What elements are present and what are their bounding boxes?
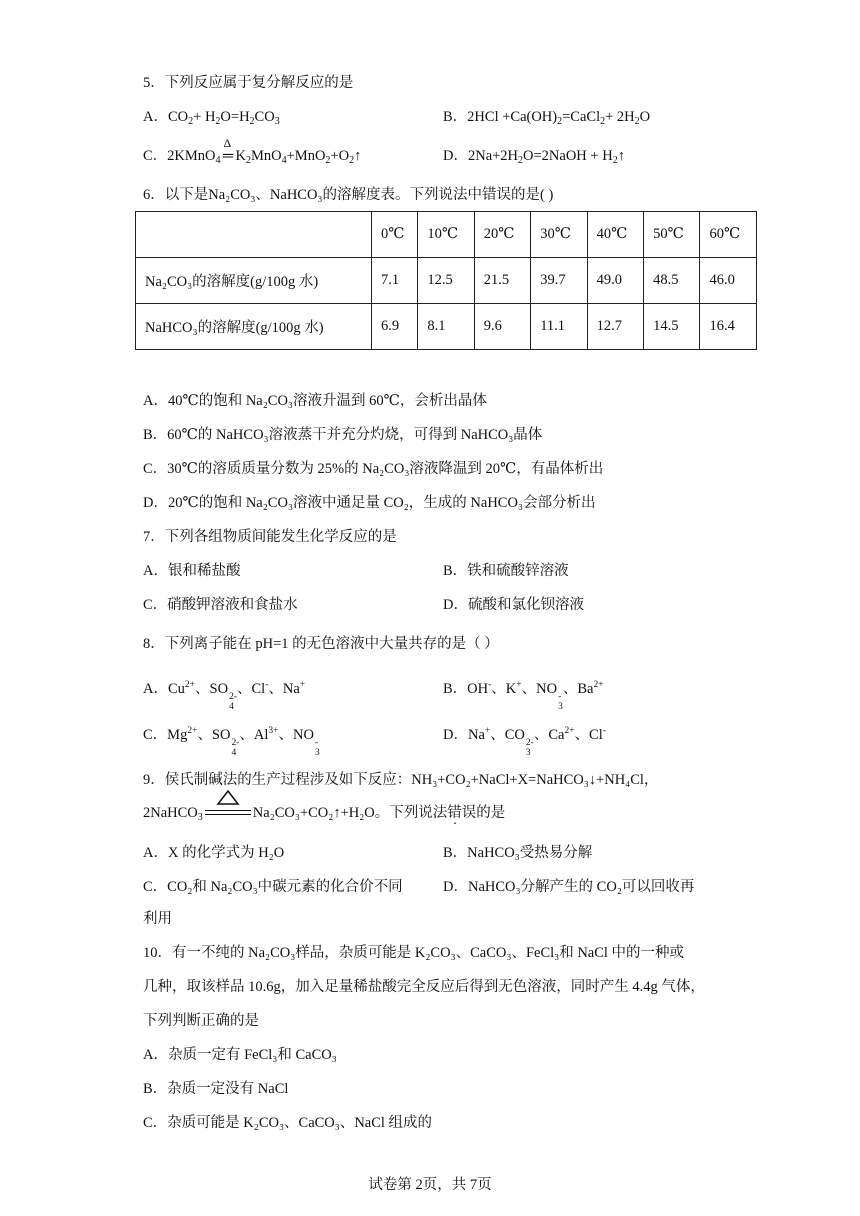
q9-option-d: D．NaHCO₃分解产生的 CO₂可以回收再: [443, 879, 695, 895]
q6-stem: 6．以下是Na₂CO₃、NaHCO₃的溶解度表。下列说法中错误的是( ): [143, 187, 554, 203]
table-header-cell: 50℃: [644, 212, 700, 258]
emphasis-text: 错误: [447, 805, 477, 821]
q5-option-a: A．$CO_2+ H_2O=H_2CO_3$: [143, 109, 280, 127]
table-cell: 7.1: [372, 258, 418, 304]
table-cell: 46.0: [700, 258, 757, 304]
q5-option-b: B．$2HCl +Ca(OH)_2=CaCl_2+ 2H_2O$: [443, 109, 651, 127]
table-cell: 12.7: [587, 304, 643, 350]
q8-option-a: A．$Cu^{2+}$、SO 2- 4 、Cl-、Na+: [143, 680, 306, 712]
q7-option-c: C．硝酸钾溶液和食盐水: [143, 597, 298, 613]
table-cell: 6.9: [372, 304, 418, 350]
q7-stem: 7．下列各组物质间能发生化学反应的是: [143, 529, 397, 545]
solubility-table: [135, 211, 757, 350]
q6-option-d: D．20℃的饱和 Na₂CO₃溶液中通足量 CO₂，生成的 NaHCO₃会部分析出: [143, 495, 596, 511]
q5-option-c: C．2KMnO$_4$ Δ ═ $K_2MnO_4+MnO_2+O_2↑$: [143, 136, 362, 166]
q9-stem: 9．侯氏制碱法的生产过程涉及如下反应：NH₃+CO₂+NaCl+X=NaHCO₃↓+NH₄Cl，: [143, 772, 659, 788]
table-cell: 48.5: [644, 258, 700, 304]
table-cell: 16.4: [700, 304, 757, 350]
q6-option-c: C．30℃的溶质质量分数为 25%的 Na₂CO₃溶液降温到 20℃，有晶体析出: [143, 461, 604, 477]
table-cell: 9.6: [474, 304, 530, 350]
q10-option-c: C．杂质可能是 K₂CO₃、CaCO₃、NaCl 组成的: [143, 1115, 433, 1131]
q9-option-d-continued: 利用: [143, 911, 172, 927]
q9-option-c: C．CO₂和 Na₂CO₃中碳元素的化合价不同: [143, 879, 403, 895]
q10-option-a: A．杂质一定有 FeCl₃和 CaCO₃: [143, 1047, 337, 1063]
table-row: [136, 258, 757, 304]
table-cell: 8.1: [418, 304, 474, 350]
q5-option-d: D．$2Na+2H_2O=2NaOH$ + $H_2↑$: [443, 148, 625, 166]
q5-stem: 5．下列反应属于复分解反应的是: [143, 75, 354, 91]
page-footer: 试卷第 2页，共 7页: [368, 1177, 492, 1193]
table-header-cell: 60℃: [700, 212, 757, 258]
q10-option-b: B．杂质一定没有 NaCl: [143, 1081, 289, 1097]
table-header-cell: 0℃: [372, 212, 418, 258]
q9-option-b: B．NaHCO₃受热易分解: [443, 845, 593, 861]
q9-option-a: A．X 的化学式为 H₂O: [143, 845, 285, 861]
q7-option-b: B．铁和硫酸锌溶液: [443, 563, 569, 579]
q7-option-d: D．硫酸和氯化钡溶液: [443, 597, 584, 613]
table-cell: 14.5: [644, 304, 700, 350]
q6-option-a: A．40℃的饱和 Na₂CO₃溶液升温到 60℃，会析出晶体: [143, 393, 487, 409]
q8-stem: 8．下列离子能在 pH=1 的无色溶液中大量共存的是（ ）: [143, 636, 499, 652]
table-header-row: [136, 212, 757, 258]
q7-option-a: A．银和稀盐酸: [143, 563, 241, 579]
q10-stem-line2: 几种，取该样品 10.6g，加入足量稀盐酸完全反应后得到无色溶液，同时产生 4.4g 气体，: [143, 979, 705, 995]
table-cell: [136, 212, 372, 258]
table-cell: 39.7: [531, 258, 587, 304]
table-cell: 49.0: [587, 258, 643, 304]
q8-option-c: C．$Mg^{2+}$、SO 2- 4 、$Al^{3+}$、NO - 3: [143, 726, 320, 758]
table-cell: 11.1: [531, 304, 587, 350]
table-cell: 21.5: [474, 258, 530, 304]
row-label: Na₂CO₃的溶解度(g/100g 水): [136, 258, 372, 304]
table-header-cell: 20℃: [474, 212, 530, 258]
heat-triangle-icon: [203, 799, 253, 819]
q6-option-b: B．60℃的 NaHCO₃溶液蒸干并充分灼烧，可得到 NaHCO₃晶体: [143, 427, 543, 443]
heat-arrow: Δ ═: [222, 136, 234, 164]
q8-option-b: B．OH-、K+、NO - 3 、$Ba^{2+}$: [443, 680, 604, 712]
q9-stem-line2: 2NaHCO$_3$ Na₂CO₃+CO₂↑+H₂O。下列说法错误的是: [143, 799, 505, 823]
table-cell: 12.5: [418, 258, 474, 304]
row-label: NaHCO₃的溶解度(g/100g 水): [136, 304, 372, 350]
q10-stem-line1: 10．有一不纯的 Na₂CO₃样品，杂质可能是 K₂CO₃、CaCO₃、FeCl₃和 NaCl 中的一种或: [143, 945, 685, 961]
q10-stem-line3: 下列判断正确的是: [143, 1013, 259, 1029]
table-row: [136, 304, 757, 350]
table-header-cell: 10℃: [418, 212, 474, 258]
table-header-cell: 40℃: [587, 212, 643, 258]
table-header-cell: 30℃: [531, 212, 587, 258]
q8-option-d: D．Na+、CO 2- 3 、$Ca^{2+}$、Cl-: [443, 726, 606, 758]
